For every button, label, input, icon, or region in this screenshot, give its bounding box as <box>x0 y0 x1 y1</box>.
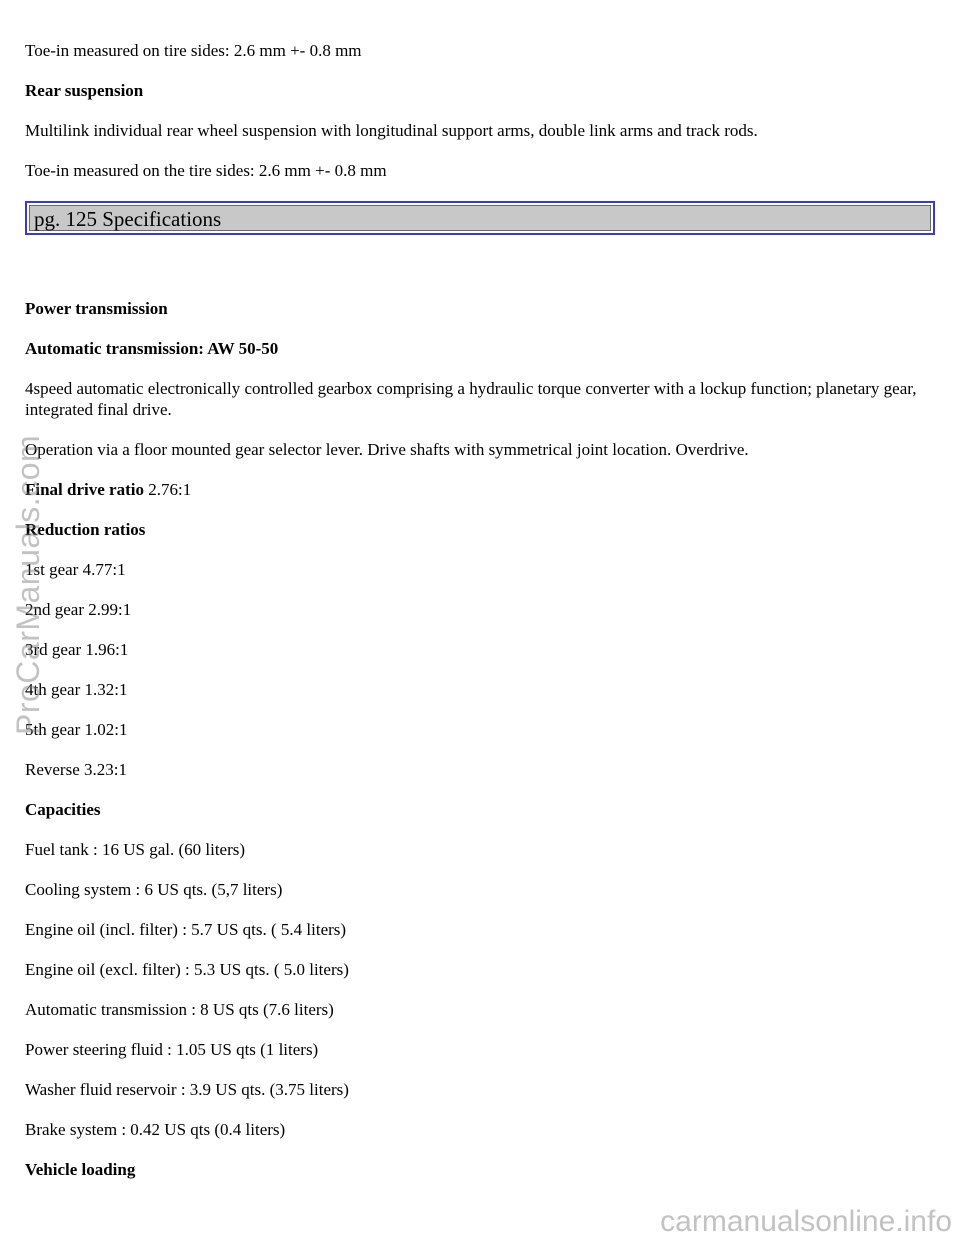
reduction-ratios-heading: Reduction ratios <box>25 520 146 539</box>
gear-ratio-item: 4th gear 1.32:1 <box>25 680 128 699</box>
capacity-item: Automatic transmission : 8 US qts (7.6 liters) <box>25 1000 334 1019</box>
vehicle-loading-heading: Vehicle loading <box>25 1160 136 1179</box>
rear-suspension-heading: Rear suspension <box>25 81 144 100</box>
page-banner-title: pg. 125 Specifications <box>29 205 931 231</box>
gear-ratio-item: 1st gear 4.77:1 <box>25 560 126 579</box>
rear-toe-in-text: Toe-in measured on the tire sides: 2.6 mm +- 0.8 mm <box>25 161 387 180</box>
final-drive-ratio <box>25 479 935 500</box>
gear-ratio-item: Reverse 3.23:1 <box>25 760 127 779</box>
gear-ratio-item: 3rd gear 1.96:1 <box>25 640 129 659</box>
front-toe-in-text: Toe-in measured on tire sides: 2.6 mm +- 0.8 mm <box>25 41 362 60</box>
operation-text: Operation via a floor mounted gear selector lever. Drive shafts with symmetrical joint location. Overdrive. <box>25 440 749 459</box>
rear-suspension-description: Multilink individual rear wheel suspension with longitudinal support arms, double link arms and track rods. <box>25 121 758 140</box>
capacity-item: Engine oil (incl. filter) : 5.7 US qts. ( 5.4 liters) <box>25 920 347 939</box>
automatic-transmission-heading: Automatic transmission: AW 50-50 <box>25 339 279 358</box>
capacity-item: Cooling system : 6 US qts. (5,7 liters) <box>25 880 283 899</box>
gear-ratio-item: 2nd gear 2.99:1 <box>25 600 132 619</box>
automatic-transmission-description: 4speed automatic electronically controlled gearbox comprising a hydraulic torque converter with a lockup function; planetary gear, integrated final drive. <box>25 379 921 419</box>
footer-watermark: carmanualsonline.info <box>660 1205 952 1238</box>
power-transmission-heading: Power transmission <box>25 299 168 318</box>
page-banner <box>25 201 935 235</box>
side-watermark: ProCarManuals.com <box>10 434 46 735</box>
capacity-item: Brake system : 0.42 US qts (0.4 liters) <box>25 1120 286 1139</box>
gear-ratio-item: 5th gear 1.02:1 <box>25 720 128 739</box>
capacity-item: Fuel tank : 16 US gal. (60 liters) <box>25 840 246 859</box>
capacities-heading: Capacities <box>25 800 101 819</box>
capacity-item: Engine oil (excl. filter) : 5.3 US qts. ( 5.0 liters) <box>25 960 349 979</box>
capacity-item: Power steering fluid : 1.05 US qts (1 liters) <box>25 1040 319 1059</box>
final-drive-value: 2.76:1 <box>143 480 192 499</box>
final-drive-label: Final drive ratio <box>25 480 144 499</box>
capacity-item: Washer fluid reservoir : 3.9 US qts. (3.75 liters) <box>25 1080 349 1099</box>
